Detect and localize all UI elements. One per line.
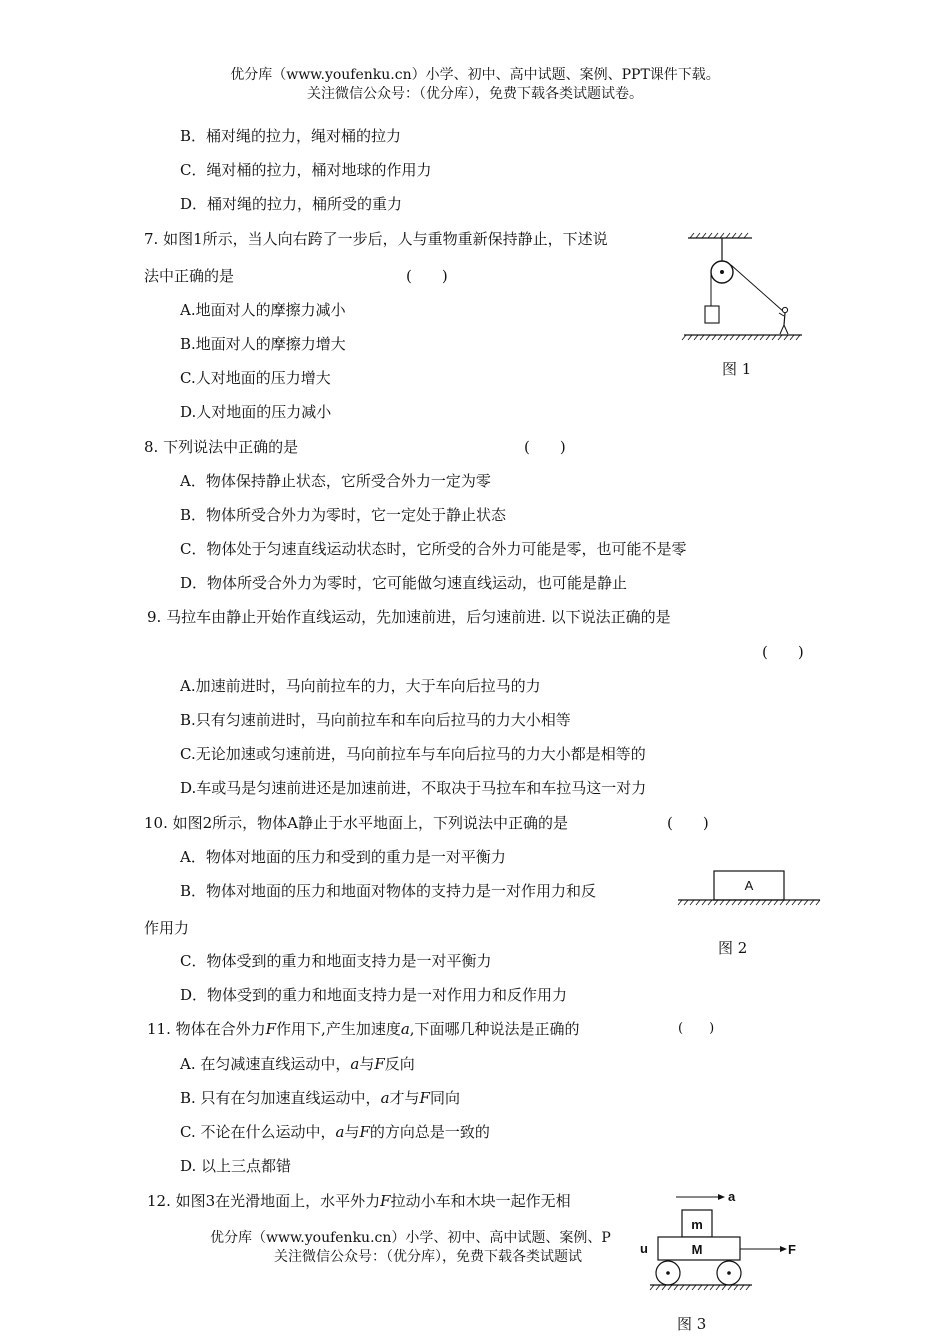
figure-3-label-M: M [691,1242,703,1257]
footer-line-2: 关注微信公众号：（优分库），免费下载各类试题试 [274,1249,582,1265]
q6-option-b: B．桶对绳的拉力，绳对桶的拉力 [180,127,402,145]
header-line-2: 关注微信公众号：（优分库），免费下载各类试题试卷。 [307,86,643,102]
q8-option-c: C．物体处于匀速直线运动状态时，它所受的合外力可能是零，也可能不是零 [180,540,687,558]
footer-line-1: 优分库（www.youfenku.cn）小学、初中、高中试题、案例、P [210,1230,611,1246]
q10-option-c: C．物体受到的重力和地面支持力是一对平衡力 [180,952,492,970]
q7-stem-line-2: 法中正确的是 [144,267,235,285]
q8-option-a: A．物体保持静止状态，它所受合外力一定为零 [180,472,491,490]
figure-3-caption: 图 3 [677,1315,707,1333]
figure-2-block-diagram [676,868,822,910]
q10-stem: 10. 如图2所示，物体A静止于水平地面上，下列说法中正确的是 [144,814,569,832]
figure-1-caption: 图 1 [722,360,752,378]
q7-stem-line-1: 7. 如图1所示，当人向右跨了一步后，人与重物重新保持静止，下述说 [144,230,608,248]
q9-answer-paren: ( ) [762,643,804,661]
q8-answer-paren: ( ) [524,438,566,456]
q8-option-d: D．物体所受合外力为零时，它可能做匀速直线运动，也可能是静止 [180,574,628,592]
figure-3-label-F: F [788,1242,796,1257]
q8-stem: 8. 下列说法中正确的是 [144,438,299,456]
q7-option-c: C.人对地面的压力增大 [180,369,331,387]
q11-option-d: D. 以上三点都错 [180,1157,292,1175]
figure-3-label-m: m [691,1217,703,1232]
q9-option-c: C.无论加速或匀速前进，马向前拉车与车向后拉马的力大小都是相等的 [180,745,646,763]
q6-option-d: D．桶对绳的拉力，桶所受的重力 [180,195,403,213]
q7-option-a: A.地面对人的摩擦力减小 [180,301,346,319]
q11-stem: 11. 物体在合外力F作用下,产生加速度a,下面哪几种说法是正确的 [147,1020,580,1038]
q11-option-a: A. 在匀减速直线运动中，a与F反向 [180,1055,415,1073]
q12-stem: 12. 如图3在光滑地面上，水平外力F拉动小车和木块一起作无相 [147,1192,571,1210]
q10-option-d: D．物体受到的重力和地面支持力是一对作用力和反作用力 [180,986,568,1004]
q10-option-b-line-1: B．物体对地面的压力和地面对物体的支持力是一对作用力和反 [180,882,597,900]
q10-option-b-line-2: 作用力 [144,919,190,937]
q11-option-c: C. 不论在什么运动中，a与F的方向总是一致的 [180,1123,490,1141]
header-line-1: 优分库（www.youfenku.cn）小学、初中、高中试题、案例、PPT课件下载。 [230,67,720,83]
q11-answer-paren: ( ) [678,1021,715,1036]
q10-option-a: A．物体对地面的压力和受到的重力是一对平衡力 [180,848,506,866]
q8-option-b: B．物体所受合外力为零时，它一定处于静止状态 [180,506,507,524]
q9-option-d: D.车或马是匀速前进还是加速前进，不取决于马拉车和车拉马这一对力 [180,779,647,797]
q9-stem: 9. 马拉车由静止开始作直线运动，先加速前进，后匀速前进. 以下说法正确的是 [147,608,671,626]
figure-3-cart-diagram [636,1186,806,1296]
figure-1-pulley-diagram [680,230,810,345]
q9-option-b: B.只有匀速前进时，马向前拉车和车向后拉马的力大小相等 [180,711,571,729]
q11-option-b: B. 只有在匀加速直线运动中，a才与F同向 [180,1089,460,1107]
q10-answer-paren: ( ) [667,814,709,832]
figure-3-label-u: u [640,1241,648,1256]
q7-option-d: D.人对地面的压力减小 [180,403,332,421]
q9-option-a: A.加速前进时，马向前拉车的力，大于车向后拉马的力 [180,677,541,695]
figure-2-block-label: A [744,878,754,893]
figure-2-caption: 图 2 [718,939,748,957]
figure-3-label-a: a [728,1189,736,1204]
q7-option-b: B.地面对人的摩擦力增大 [180,335,346,353]
q7-answer-paren: ( ) [406,267,448,285]
q6-option-c: C．绳对桶的拉力，桶对地球的作用力 [180,161,432,179]
